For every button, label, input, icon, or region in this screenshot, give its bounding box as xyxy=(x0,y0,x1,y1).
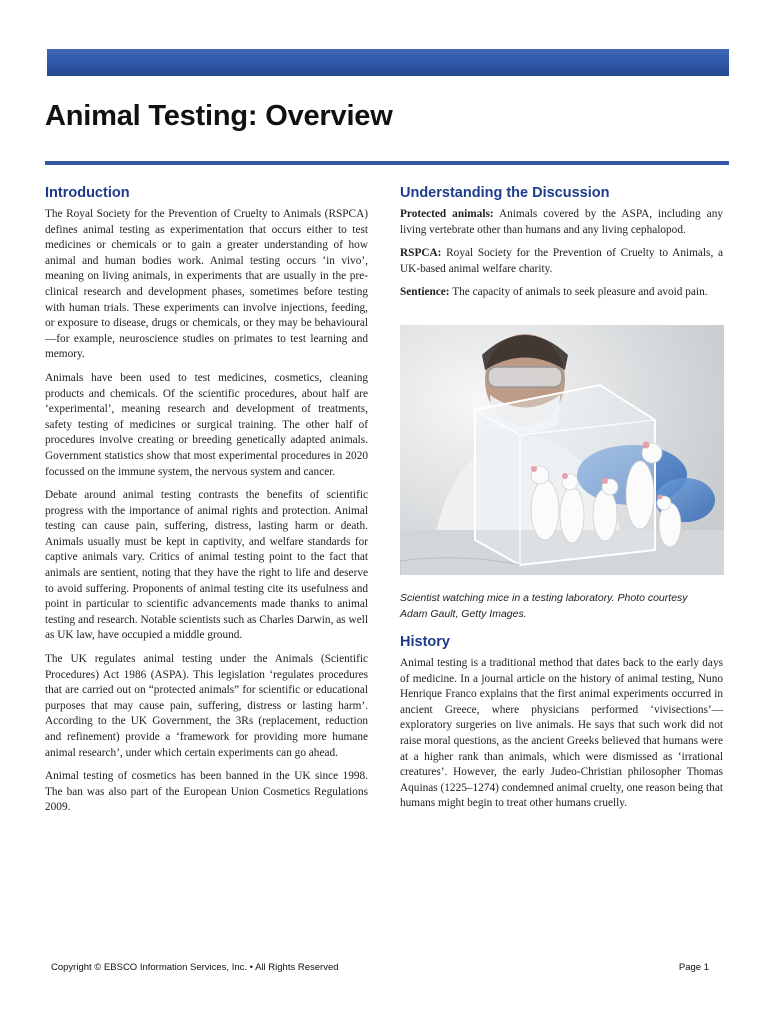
glossary-definition: Animals covered by the ASPA, including any living vertebrate other than humans and any living cephalopod. xyxy=(400,208,723,236)
glossary-definition: Royal Society for the Prevention of Cruelty to Animals, a UK-based animal welfare charity. xyxy=(400,247,723,275)
glossary-entry-rspca xyxy=(400,246,723,277)
glossary-term: Sentience: xyxy=(400,286,450,299)
history-paragraph: Animal testing is a traditional method that dates back to the early days of medicine. In a journal article on the history of animal testing, Nuno Henrique Franco explains that the first animal experiments occurred in ancient Greece, where physicians performed ‘vivisections’—exploratory surgeries on live animals. He says that such work did not raise moral questions, as the ancient Greeks believed that humans were at a higher rank than animals, which were dismissed as ‘irrational creatures’. However, the early Judeo-Christian philosopher Thomas Aquinas (1225–1274) condemned animal cruelty, one reason being that humans might begin to treat other humans cruelly. xyxy=(400,656,723,810)
right-column xyxy=(400,185,723,820)
glossary-term: RSPCA: xyxy=(400,247,442,260)
history-heading: History xyxy=(400,633,450,650)
page-title: Animal Testing: Overview xyxy=(45,100,393,132)
lab-photo-illustration xyxy=(400,325,724,575)
mouse xyxy=(531,480,559,540)
footer-copyright: Copyright © EBSCO Information Services, Inc. • All Rights Reserved xyxy=(51,962,339,973)
title-divider xyxy=(45,161,729,165)
glossary-term: Protected animals: xyxy=(400,208,494,220)
mouse xyxy=(593,489,617,541)
glossary-entry-sentience xyxy=(400,285,723,301)
intro-paragraph: Animal testing of cosmetics has been banned in the UK since 1998. The ban was also part of the European Union Cosmetics Regulations 2009. xyxy=(45,770,368,814)
intro-paragraph: The Royal Society for the Prevention of Cruelty to Animals (RSPCA) defines animal testing as experimentation that occurs either to test medicines or chemicals or to gain a greater understanding of how animal and human bodies work. Animal testing occurs ‘in vivo’, meaning on living animals, in experiments that are usually in the pre-clinical research and development phases, sometimes before testing with human trials. These experiments can involve injections, feeding, or exposure to disease, drugs or chemicals, or they may be behavioural—for example, neuroscience studies on primates to test learning and memory. xyxy=(45,208,368,361)
intro-paragraph: Debate around animal testing contrasts the benefits of scientific progress with the importance of animal rights and protection. Animal testing can cause pain, suffering, distress, lasting harm or death. Animals usually must be kept in captivity, and welfare standards for captive animals vary. Critics of animal testing point to the fact that animals are sentient, noting that they have the right to life and deserve to avoid suffering. Proponents of animal testing cite its usefulness and point in particular to scientific advancements made thanks to animal testing and research. Notable scientists such as Charles Darwin, as well as UK law, have occupied a middle ground. xyxy=(45,489,368,642)
header-band xyxy=(47,49,729,76)
introduction-heading: Introduction xyxy=(45,185,130,201)
footer-page-number: Page 1 xyxy=(678,962,709,973)
intro-paragraph: The UK regulates animal testing under the Animals (Scientific Procedures) Act 1986 (ASPA). This legislation ‘regulates procedures that are carried out on “protected animals” for scientific or educational purposes that may cause pain, suffering, distress or lasting harm’. According to the UK Government, the 3Rs (replacement, reduction and refinement) provide a ‘framework for providing more humane animal research’, under which certain experiments can go ahead. xyxy=(45,653,368,759)
safety-goggles xyxy=(488,367,562,387)
mouse xyxy=(626,461,654,529)
mouse xyxy=(560,487,584,543)
lab-photo xyxy=(400,325,724,575)
intro-paragraph: Animals have been used to test medicines, cosmetics, cleaning products and chemicals. Of the scientific procedures, about half are ‘experimental’, meaning research and development of treatments, safety testing of medicines or surgical training. The other half of procedures involve creating or breeding genetically adapted animals. Government statistics show that most experimental procedures in 2020 focussed on the immune system, the nervous system and cancer. xyxy=(45,371,368,478)
photo-caption: Scientist watching mice in a testing laboratory. Photo courtesy Adam Gault, Getty Images. xyxy=(400,591,688,620)
glossary-entry-protected-animals xyxy=(400,207,723,238)
discussion-heading: Understanding the Discussion xyxy=(400,185,610,201)
glossary-definition: The capacity of animals to seek pleasure and avoid pain. xyxy=(449,286,708,299)
left-column xyxy=(45,185,368,824)
